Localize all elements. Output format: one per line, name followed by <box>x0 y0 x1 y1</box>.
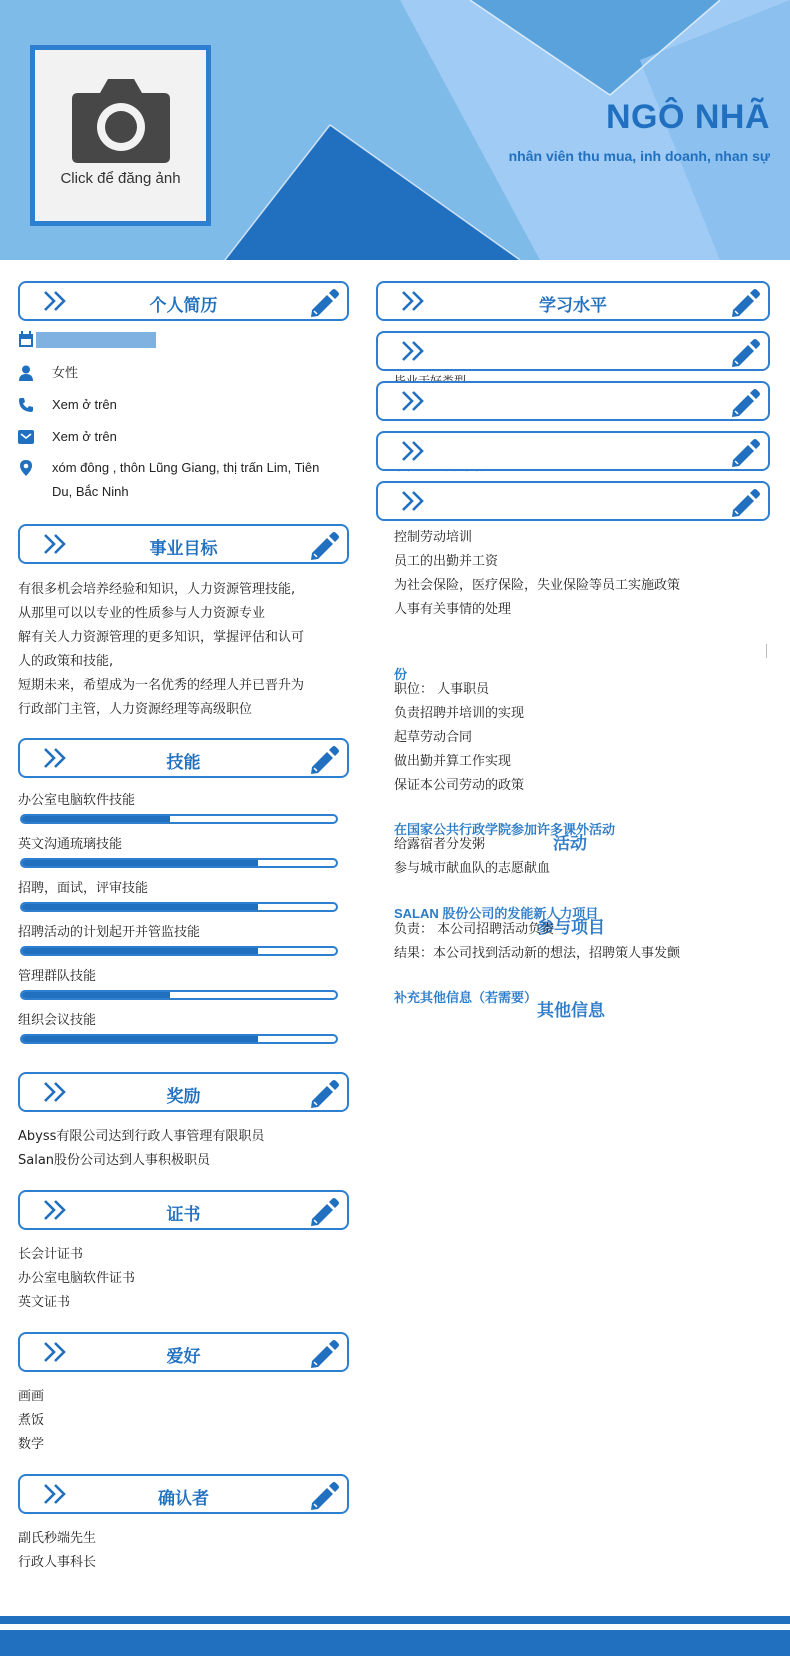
double-chevron-icon <box>42 1080 72 1104</box>
double-chevron-icon <box>42 1198 72 1222</box>
skill-level-bar <box>20 946 338 956</box>
avatar-upload[interactable] <box>30 45 211 226</box>
duty-item: 为社会保险，医疗保险，失业保险等员工实施政策 <box>394 578 681 593</box>
other-info-section-title: 其他信息 <box>537 1001 605 1021</box>
awards-list[interactable] <box>18 1125 264 1173</box>
edit-pencil-icon[interactable] <box>307 1479 339 1511</box>
location-pin-icon <box>18 460 34 476</box>
duty-item: 保证本公司劳动的政策 <box>394 778 525 793</box>
projects-section-title: 参与项目 <box>537 918 605 938</box>
section-title: 确认者 <box>158 1489 209 1509</box>
skill-item[interactable] <box>18 790 338 812</box>
skill-item[interactable] <box>18 834 338 856</box>
footer-band <box>0 1630 790 1656</box>
skill-label: 英文沟通琉璃技能 <box>18 837 123 852</box>
duty-item: 员工的出勤并工资 <box>394 554 499 569</box>
section-header-blank-3 <box>376 431 770 471</box>
job-title[interactable]: nhân viên thu mua, inh doanh, nhan sự <box>508 148 770 164</box>
skill-level-fill <box>22 992 170 998</box>
edit-pencil-icon[interactable] <box>307 1337 339 1369</box>
hobby-item: 画画 <box>18 1389 45 1404</box>
certificate-item: 办公室电脑软件证书 <box>18 1271 136 1286</box>
experience-2-details[interactable] <box>394 678 524 798</box>
skill-label: 组织会议技能 <box>18 1013 97 1028</box>
section-goal-header <box>18 524 349 564</box>
reference-list[interactable] <box>18 1527 96 1575</box>
double-chevron-icon <box>42 289 72 313</box>
double-chevron-icon <box>400 339 430 363</box>
section-header-blank-1 <box>376 331 770 371</box>
skill-level-fill <box>22 904 258 910</box>
double-chevron-icon <box>42 746 72 770</box>
edit-pencil-icon[interactable] <box>728 436 760 468</box>
upload-photo-label: Click để đăng ảnh <box>60 170 181 187</box>
gender-value[interactable]: 女性 <box>52 365 79 380</box>
double-chevron-icon <box>400 439 430 463</box>
hobbies-list[interactable] <box>18 1385 44 1457</box>
candidate-name[interactable]: NGÔ NHÃ <box>605 98 770 136</box>
double-chevron-icon <box>400 489 430 513</box>
email-row <box>18 425 348 449</box>
double-chevron-icon <box>42 1482 72 1506</box>
hobby-item: 煮饭 <box>18 1413 45 1428</box>
section-header-blank-4 <box>376 481 770 521</box>
edit-pencil-icon[interactable] <box>728 336 760 368</box>
camera-icon <box>70 75 172 165</box>
skill-item[interactable] <box>18 966 338 988</box>
other-info-title[interactable]: 补充其他信息（若需要） <box>394 990 538 1005</box>
experience-2-company[interactable]: 份 <box>394 667 408 682</box>
project-title[interactable]: SALAN 股份公司的发能新人力项目 <box>394 906 599 921</box>
project-item: 结果：本公司找到活动新的想法，招聘策人事发颤 <box>394 946 681 961</box>
goal-line: 短期未来，希望成为一名优秀的经理人并已晋升为 <box>18 678 305 693</box>
section-header-blank-2 <box>376 381 770 421</box>
skill-item[interactable] <box>18 1010 338 1032</box>
edit-pencil-icon[interactable] <box>307 743 339 775</box>
address-row <box>18 456 348 506</box>
activity-item: 给露宿者分发粥 <box>394 837 486 852</box>
hobby-item: 数学 <box>18 1437 45 1452</box>
section-title: 事业目标 <box>149 539 218 559</box>
goal-line: 从那里可以以专业的性质参与人力资源专业 <box>18 606 266 621</box>
skill-label: 招聘活动的计划起开并管监技能 <box>18 925 201 940</box>
skill-item[interactable] <box>18 878 338 900</box>
skill-label: 管理群队技能 <box>18 969 97 984</box>
skill-level-bar <box>20 814 338 824</box>
section-education-header <box>376 281 770 321</box>
skill-level-fill <box>22 948 258 954</box>
section-title: 爱好 <box>166 1347 201 1367</box>
certificates-list[interactable] <box>18 1243 135 1315</box>
person-icon <box>18 365 34 381</box>
goal-line: 解有关人力资源管理的更多知识，掌握评估和认可 <box>18 630 305 645</box>
skill-label: 招聘，面试，评审技能 <box>18 881 149 896</box>
duty-item: 控制劳动培训 <box>394 530 473 545</box>
skill-level-bar <box>20 990 338 1000</box>
birthdate-field[interactable] <box>36 332 156 348</box>
header-banner <box>0 0 790 260</box>
activities-list[interactable] <box>394 833 550 881</box>
email-value[interactable]: Xem ở trên <box>52 429 117 444</box>
section-profile-header <box>18 281 349 321</box>
phone-row <box>18 393 348 417</box>
skill-level-fill <box>22 860 258 866</box>
skill-level-bar <box>20 858 338 868</box>
reference-title: 行政人事科长 <box>18 1555 97 1570</box>
award-item: Abyss有限公司达到行政人事管理有限职员 <box>18 1129 265 1144</box>
certificate-item: 英文证书 <box>18 1295 71 1310</box>
activity-item: 参与城市献血队的志愿献血 <box>394 861 551 876</box>
gender-row <box>18 361 348 385</box>
edit-pencil-icon[interactable] <box>728 486 760 518</box>
duty-item: 负责招聘并培训的实现 <box>394 706 525 721</box>
activities-section-title: 活动 <box>553 834 587 854</box>
career-goal-text[interactable] <box>18 578 304 722</box>
edit-pencil-icon[interactable] <box>307 529 339 561</box>
section-title: 奖励 <box>166 1087 201 1107</box>
section-certificates-header <box>18 1190 349 1230</box>
address-value[interactable]: xóm đông , thôn Lũng Giang, thị trấn Lim, Tiên Du, Bắc Ninh <box>52 460 320 499</box>
section-title: 学习水平 <box>539 296 607 316</box>
calendar-icon <box>18 331 34 348</box>
reference-name: 副氏秒端先生 <box>18 1531 97 1546</box>
duty-item: 起草劳动合同 <box>394 730 473 745</box>
experience-1-duties[interactable] <box>394 526 680 622</box>
section-title: 个人简历 <box>149 296 218 316</box>
section-hobbies-header <box>18 1332 349 1372</box>
edit-pencil-icon[interactable] <box>728 286 760 318</box>
skill-level-fill <box>22 816 170 822</box>
section-awards-header <box>18 1072 349 1112</box>
double-chevron-icon <box>42 532 72 556</box>
project-item: 负责： 本公司招聘活动负责 <box>394 922 555 937</box>
edit-pencil-icon[interactable] <box>307 1195 339 1227</box>
activity-title[interactable]: 在国家公共行政学院参加许多课外活动 <box>394 822 616 837</box>
email-icon <box>18 429 34 445</box>
phone-icon <box>18 397 34 413</box>
skill-level-bar <box>20 902 338 912</box>
double-chevron-icon <box>42 1340 72 1364</box>
projects-list[interactable] <box>394 918 680 966</box>
position-line: 职位： 人事职员 <box>394 682 490 697</box>
double-chevron-icon <box>400 289 430 313</box>
award-item: Salan股份公司达到人事积极职员 <box>18 1153 211 1168</box>
double-chevron-icon <box>400 389 430 413</box>
skill-level-fill <box>22 1036 258 1042</box>
divider-tick <box>766 644 767 658</box>
section-skills-header <box>18 738 349 778</box>
duty-item: 人事有关事情的处理 <box>394 602 512 617</box>
section-title: 技能 <box>166 753 201 773</box>
section-title: 证书 <box>166 1205 201 1225</box>
duty-item: 做出勤并算工作实现 <box>394 754 512 769</box>
phone-value[interactable]: Xem ở trên <box>52 397 117 412</box>
certificate-item: 长会计证书 <box>18 1247 84 1262</box>
skill-level-bar <box>20 1034 338 1044</box>
goal-line: 有很多机会培养经验和知识，人力资源管理技能, <box>18 582 296 597</box>
edit-pencil-icon[interactable] <box>307 286 339 318</box>
skill-label: 办公室电脑软件技能 <box>18 793 136 808</box>
section-reference-header <box>18 1474 349 1514</box>
skill-item[interactable] <box>18 922 338 944</box>
goal-line: 行政部门主管，人力资源经理等高级职位 <box>18 702 253 717</box>
goal-line: 人的政策和技能, <box>18 654 114 669</box>
edit-pencil-icon[interactable] <box>728 386 760 418</box>
footer-rule <box>0 1616 790 1624</box>
edit-pencil-icon[interactable] <box>307 1077 339 1109</box>
